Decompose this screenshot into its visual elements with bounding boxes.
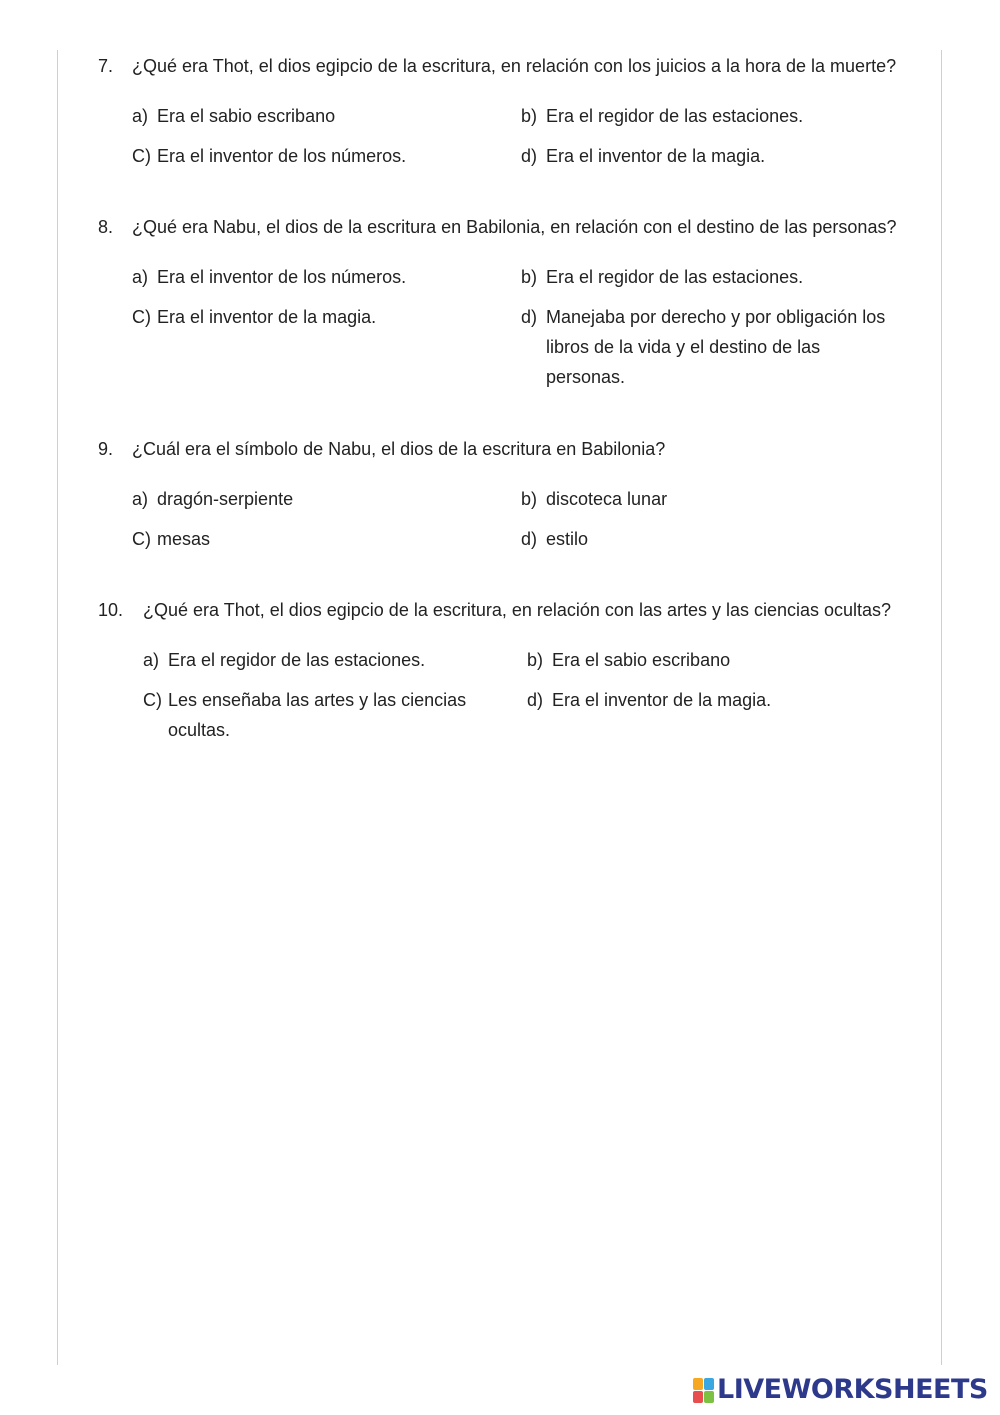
- option-d[interactable]: [527, 685, 927, 745]
- option-text: estilo: [546, 529, 589, 549]
- question-number: 9.: [98, 439, 114, 459]
- option-text: discoteca lunar: [546, 489, 668, 509]
- question-text: ¿Qué era Thot, el dios egipcio de la escritura, en relación con los juicios a la hora de la muerte?: [132, 56, 897, 76]
- option-label: C): [132, 307, 151, 327]
- option-text: Era el regidor de las estaciones.: [546, 267, 804, 287]
- question-text: ¿Qué era Nabu, el dios de la escritura en Babilonia, en relación con el destino de las personas?: [132, 217, 897, 237]
- question-number: 10.: [98, 600, 124, 620]
- option-label: C): [143, 690, 162, 710]
- question-8: [98, 212, 928, 392]
- option-label: C): [132, 146, 151, 166]
- option-text: Era el inventor de la magia.: [552, 690, 772, 710]
- option-text: Manejaba por derecho y por obligación los libros de la vida y el destino de las personas.: [546, 307, 886, 387]
- option-text: dragón-serpiente: [157, 489, 294, 509]
- option-label: b): [521, 267, 538, 287]
- option-label: d): [521, 146, 538, 166]
- liveworksheets-logo: [693, 1374, 988, 1405]
- option-label: d): [527, 690, 544, 710]
- option-text: mesas: [157, 529, 211, 549]
- page-border-left: [57, 50, 58, 1365]
- option-text: Era el sabio escribano: [552, 650, 731, 670]
- option-c[interactable]: [143, 685, 527, 745]
- option-label: b): [521, 106, 538, 126]
- option-text: Era el inventor de la magia.: [546, 146, 766, 166]
- option-a[interactable]: [132, 262, 521, 292]
- option-label: a): [132, 106, 149, 126]
- option-c[interactable]: [132, 302, 521, 392]
- logo-blocks-icon: [693, 1378, 713, 1402]
- option-text: Era el inventor de los números.: [157, 267, 407, 287]
- option-label: b): [521, 489, 538, 509]
- option-b[interactable]: [521, 484, 921, 514]
- option-label: a): [132, 489, 149, 509]
- logo-block: [704, 1378, 714, 1390]
- question-number: 7.: [98, 56, 114, 76]
- option-a[interactable]: [143, 645, 527, 675]
- option-b[interactable]: [527, 645, 927, 675]
- question-10: [98, 595, 928, 745]
- option-label: C): [132, 529, 151, 549]
- option-text: Era el regidor de las estaciones.: [168, 650, 426, 670]
- logo-text: LIVEWORKSHEETS: [717, 1374, 988, 1405]
- option-c[interactable]: [132, 141, 521, 171]
- option-c[interactable]: [132, 524, 521, 554]
- question-9: [98, 434, 928, 554]
- option-label: d): [521, 529, 538, 549]
- answer-options: [132, 262, 928, 392]
- answer-options: [132, 101, 928, 171]
- option-text: Era el regidor de las estaciones.: [546, 106, 804, 126]
- question-7: [98, 51, 928, 171]
- question-text: ¿Cuál era el símbolo de Nabu, el dios de la escritura en Babilonia?: [132, 439, 666, 459]
- answer-options: [132, 484, 928, 554]
- option-text: Era el inventor de los números.: [157, 146, 407, 166]
- option-a[interactable]: [132, 101, 521, 131]
- answer-options: [143, 645, 928, 745]
- option-d[interactable]: [521, 302, 921, 392]
- option-label: d): [521, 307, 538, 327]
- option-b[interactable]: [521, 101, 921, 131]
- option-d[interactable]: [521, 141, 921, 171]
- page-border-right: [941, 50, 942, 1365]
- option-label: b): [527, 650, 544, 670]
- option-d[interactable]: [521, 524, 921, 554]
- option-text: Les enseñaba las artes y las ciencias ocultas.: [168, 690, 467, 740]
- logo-block: [693, 1391, 703, 1403]
- option-b[interactable]: [521, 262, 921, 292]
- option-text: Era el sabio escribano: [157, 106, 336, 126]
- logo-block: [693, 1378, 703, 1390]
- logo-block: [704, 1391, 714, 1403]
- option-label: a): [143, 650, 160, 670]
- option-text: Era el inventor de la magia.: [157, 307, 377, 327]
- option-a[interactable]: [132, 484, 521, 514]
- question-number: 8.: [98, 217, 114, 237]
- option-label: a): [132, 267, 149, 287]
- question-text: ¿Qué era Thot, el dios egipcio de la escritura, en relación con las artes y las ciencias ocultas?: [143, 600, 892, 620]
